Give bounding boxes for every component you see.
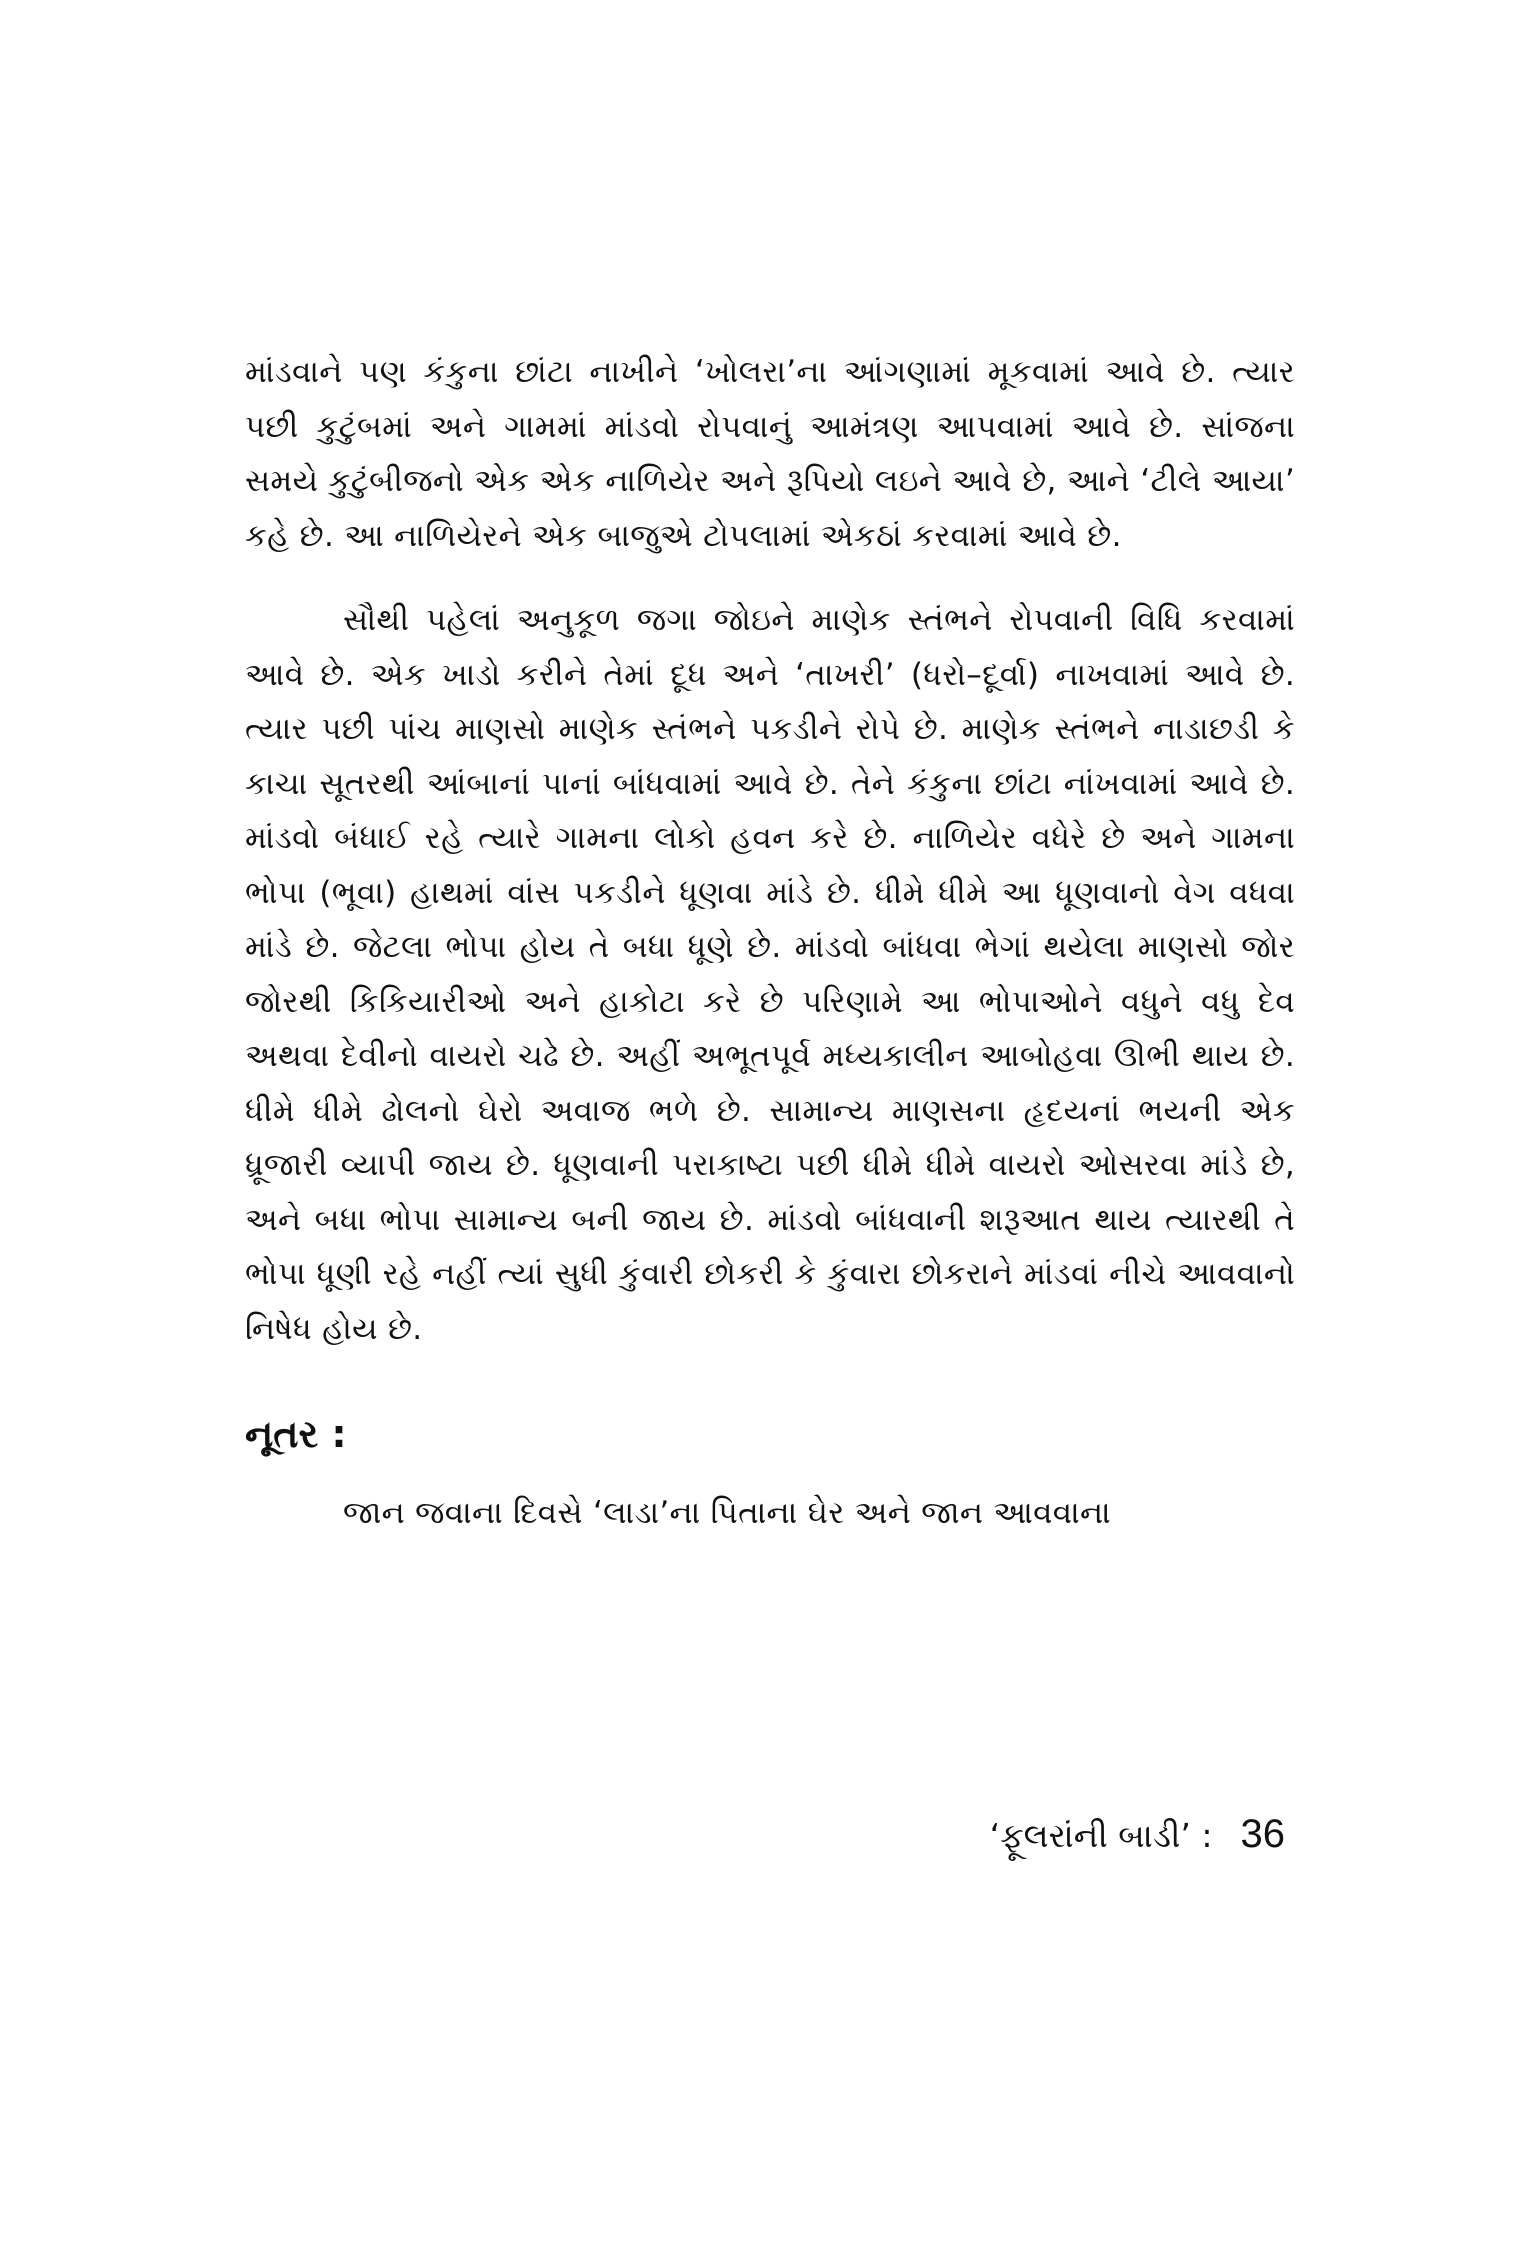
page-number: 36 — [1240, 1812, 1285, 1856]
paragraph-2: સૌથી પહેલાં અનુકૂળ જગા જોઇને માણેક સ્તંભને રોપવાની વિધિ કરવામાં આવે છે. એક ખાડો કરીને તેમાં દૂધ અને ‘તાખરી’ (ધરો–દૂર્વા) નાખવામાં આવે છે. ત્યાર પછી પાંચ માણસો માણેક સ્તંભને પકડીને રોપે છે. માણેક સ્તંભને નાડાછડી કે કાચા સૂતરથી આંબાનાં પાનાં બાંધવામાં આવે છે. તેને કંકુના છાંટા નાંખવામાં આવે છે. માંડવો બંધાઈ રહે ત્યારે ગામના લોકો હવન કરે છે. નાળિયેર વધેરે છે અને ગામના ભોપા (ભૂવા) હાથમાં વાંસ પકડીને ધૂણવા માંડે છે. ધીમે ધીમે આ ધૂણવાનો વેગ વધવા માંડે છે. જેટલા ભોપા હોય તે બધા ધૂણે છે. માંડવો બાંધવા ભેગાં થયેલા માણસો જોર જોરથી કિકિયારીઓ અને હાકોટા કરે છે પરિણામે આ ભોપાઓને વધુને વધુ દેવ અથવા દેવીનો વાયરો ચઢે છે. અહીં અભૂતપૂર્વ મધ્યકાલીન આબોહવા ઊભી થાય છે. ધીમે ધીમે ઢોલનો ઘેરો અવાજ ભળે છે. સામાન્ય માણસના હૃદયનાં ભયની એક ધ્રૂજારી વ્યાપી જાય છે. ધૂણવાની પરાકાષ્ટા પછી ધીમે ધીમે વાયરો ઓસરવા માંડે છે, અને બધા ભોપા સામાન્ય બની જાય છે. માંડવો બાંધવાની શરૂઆત થાય ત્યારથી તે ભોપા ધૂણી રહે નહીં ત્યાં સુધી કુંવારી છોકરી કે કુંવારા છોકરાને માંડવાં નીચે આવવાનો નિષેધ હોય છે. — [245, 602, 1295, 1347]
page-footer — [905, 1812, 1285, 1872]
running-title: ‘ફૂલરાંની બાડી’ : — [989, 1816, 1213, 1855]
section-heading: નૂતર : — [245, 1412, 347, 1456]
page-body — [245, 345, 1295, 1541]
paragraph-3: જાન જવાના દિવસે ‘લાડા’ના પિતાના ઘેર અને જાન આવવાના — [343, 1495, 1111, 1531]
paragraph-1: માંડવાને પણ કંકુના છાંટા નાખીને ‘ખોલરા’ના આંગણામાં મૂકવામાં આવે છે. ત્યાર પછી કુટુંબમાં અને ગામમાં માંડવો રોપવાનું આમંત્રણ આપવામાં આવે છે. સાંજના સમયે કુટુંબીજનો એક એક નાળિયેર અને રૂપિયો લઇને આવે છે, આને ‘ટીલે આયા’ કહે છે. આ નાળિયેરને એક બાજુએ ટોપલામાં એકઠાં કરવામાં આવે છે. — [245, 354, 1295, 554]
